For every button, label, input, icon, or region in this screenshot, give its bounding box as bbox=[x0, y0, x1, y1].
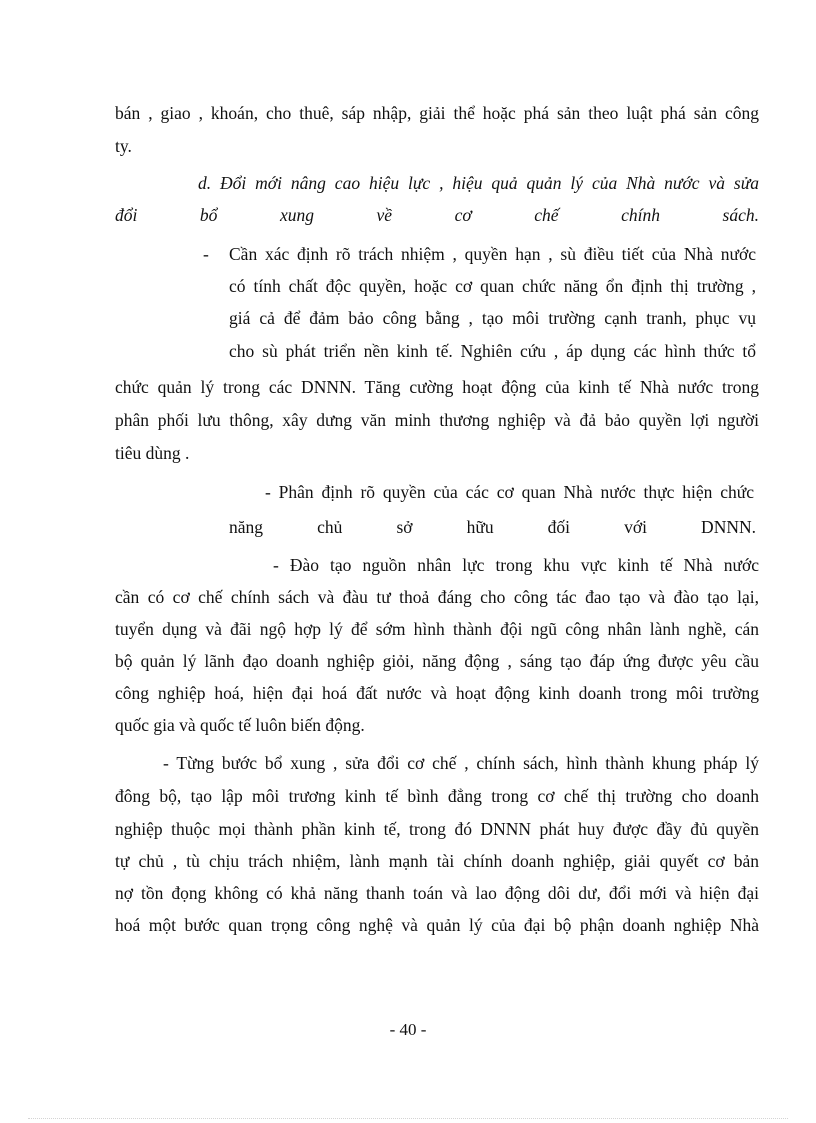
bullet-marker: - bbox=[203, 244, 209, 264]
section-heading-continued: đổi bổ xung về cơ chế chính sách. bbox=[115, 205, 759, 225]
text-line: ty. bbox=[115, 136, 132, 156]
footer-divider bbox=[28, 1118, 788, 1119]
text-line: có tính chất độc quyền, hoặc cơ quan chức năng ổn định thị trường , bbox=[229, 276, 756, 296]
text-line: Cần xác định rõ trách nhiệm , quyền hạn , sù điều tiết của Nhà nước bbox=[229, 244, 756, 264]
text-line: bán , giao , khoán, cho thuê, sáp nhập, giải thể hoặc phá sản theo luật phá sản công bbox=[115, 103, 759, 123]
text-line: tự chủ , tù chịu trách nhiệm, lành mạnh tài chính doanh nghiệp, giải quyết cơ bản bbox=[115, 851, 759, 871]
text-line: bộ quản lý lãnh đạo doanh nghiệp giỏi, năng động , sáng tạo đáp ứng được yêu cầu bbox=[115, 651, 759, 671]
text-line: - Đào tạo nguồn nhân lực trong khu vực kinh tế Nhà nước bbox=[273, 555, 759, 575]
text-line: - Từng bước bổ xung , sửa đổi cơ chế , chính sách, hình thành khung pháp lý bbox=[163, 753, 759, 773]
page-number: - 40 - bbox=[389, 1020, 427, 1039]
text-line: năng chủ sở hữu đối với DNNN. bbox=[229, 517, 756, 537]
text-line: chức quản lý trong các DNNN. Tăng cường hoạt động của kinh tế Nhà nước trong bbox=[115, 377, 759, 397]
text-line: giá cả để đảm bảo công bằng , tạo môi trường cạnh tranh, phục vụ bbox=[229, 308, 756, 328]
text-line: công nghiệp hoá, hiện đại hoá đất nước và hoạt động kinh doanh trong môi trường bbox=[115, 683, 759, 703]
section-heading: d. Đổi mới nâng cao hiệu lực , hiệu quả quản lý của Nhà nước và sửa bbox=[198, 173, 759, 193]
text-line: tuyển dụng và đãi ngộ hợp lý để sớm hình thành đội ngũ công nhân lành nghề, cán bbox=[115, 619, 759, 639]
text-line: nợ tồn đọng không có khả năng thanh toán và lao động dôi dư, đổi mới và hiện đại bbox=[115, 883, 759, 903]
text-line: quốc gia và quốc tế luôn biến động. bbox=[115, 715, 365, 735]
text-line: nghiệp thuộc mọi thành phần kinh tế, trong đó DNNN phát huy được đầy đủ quyền bbox=[115, 819, 759, 839]
text-line: cho sù phát triển nền kinh tế. Nghiên cứu , áp dụng các hình thức tổ bbox=[229, 341, 756, 361]
text-line: tiêu dùng . bbox=[115, 443, 190, 463]
text-line: cần có cơ chế chính sách và đàu tư thoả đáng cho công tác đao tạo và đào tạo lại, bbox=[115, 587, 759, 607]
text-line: - Phân định rõ quyền của các cơ quan Nhà nước thực hiện chức bbox=[265, 482, 754, 502]
text-line: hoá một bước quan trọng công nghệ và quản lý của đại bộ phận doanh nghiệp Nhà bbox=[115, 915, 759, 935]
text-line: đông bộ, tạo lập môi trương kinh tế bình đẳng trong cơ chế thị trường cho doanh bbox=[115, 786, 759, 806]
text-line: phân phối lưu thông, xây dưng văn minh thương nghiệp và đả bảo quyền lợi người bbox=[115, 410, 759, 430]
